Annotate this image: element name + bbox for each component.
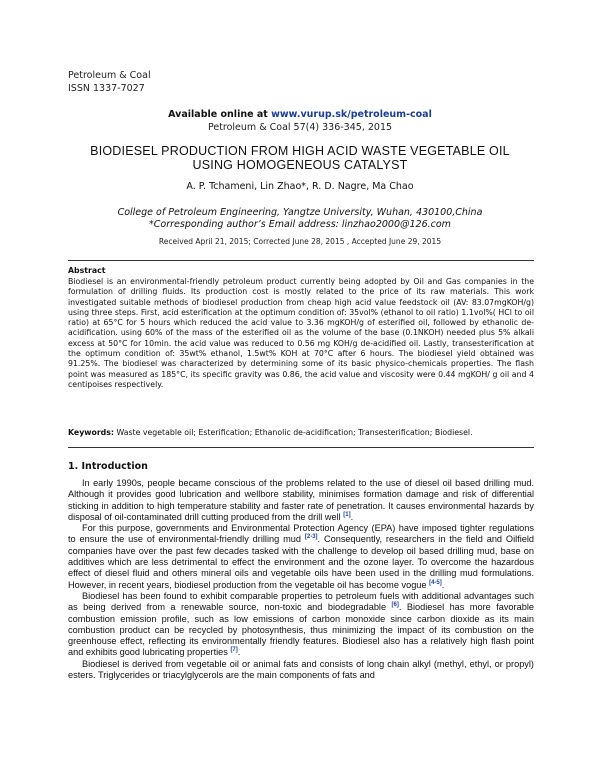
keywords	[68, 428, 534, 438]
citation-ref[interactable]: [4-5]	[429, 579, 442, 586]
introduction-body	[68, 478, 534, 681]
citation: Petroleum & Coal 57(4) 336-345, 2015	[207, 122, 393, 133]
citation-ref[interactable]: [2-3]	[304, 534, 318, 541]
paragraph: In early 1990s, people became conscious of the problems related to the use of diesel oil based drilling mud. Although it provides good lubrication and wellbore stability, minimises formation damage and risk of differential sticking in addition to high temperature stability and faster rate of penetration. It causes environmental hazards by disposal of oil-contaminated drill cutting produced from the drill well [1].	[68, 478, 534, 522]
corresponding-author: *Corresponding author’s Email address: linzhao2000@126.com	[149, 219, 451, 230]
keywords-list: Waste vegetable oil; Esterification; Ethanolic de-acidification; Transesterification; Biodiesel.	[114, 428, 473, 437]
abstract-text: Biodiesel is an environmental-friendly petroleum product currently being adopted by Oil and Gas companies in the formulation of drilling fluids. Its production cost is mostly related to the price of its raw materials. This work investigated suitable methods of biodiesel production from cheap high acid value feedstock oil (AV: 83.07mgKOH/g) using three steps. First, acid esterification at the optimum condition of: 35vol% (ethanol to oil ratio) 1.1vol%( HCl to oil ratio) at 65°C for 5 hours which reduced the acid value to 3.36 mgKOH/g of esterified oil, followed by ethanolic de-acidification. using 60% of the mass of the esterified oil as the volume of the base (0.1NKOH) needed plus 5% alkali excess at 50°C for 10min. the acid value was reduced to 0.56 mg KOH/g de-acidified oil. Lastly, transesterification at the optimum condition of: 35wt% ethanol, 1.5wt% KOH at 70°C after 6 hours. The biodiesel yield obtained was 91.25%. The biodiesel was characterized by determining some of its basic physico-chemicals properties. The flash point was measured as 185°C, its specific gravity was 0.86, the acid value and viscosity were 0.44 mgKOH/ g oil and 4 centipoises respectively.	[68, 277, 534, 389]
received-dates: Received April 21, 2015; Corrected June 28, 2015 , Accepted June 29, 2015	[158, 237, 442, 246]
abstract-heading: Abstract	[68, 266, 106, 275]
paragraph: Biodiesel has been found to exhibit comparable properties to petroleum fuels with additional advantages such as being derived from a renewable source, non-toxic and biodegradable [6]. Biodiesel has more favorable combustion emission profile, such as low emissions of carbon monoxide since carbon dioxide as its main combustion product can be recycled by photosynthesis, thus minimizing the impact of its combustion on the greenhouse effect, reflecting its environmentally friendly features. Biodiesel also has a relatively high flash point and exhibits good lubricating properties [7].	[68, 590, 534, 658]
citation-ref[interactable]: [1]	[343, 511, 351, 518]
citation-ref[interactable]: [6]	[391, 602, 399, 609]
journal-name: Petroleum & Coal	[68, 70, 151, 81]
keywords-label: Keywords:	[68, 428, 115, 437]
abstract-bottom-rule	[68, 447, 534, 448]
journal-url-link[interactable]: www.vurup.sk/petroleum-coal	[271, 109, 432, 120]
affiliation-block	[0, 207, 600, 231]
paragraph: Biodiesel is derived from vegetable oil or animal fats and consists of long chain alkyl (methyl, ethyl, or propyl) esters. Triglycerides or triacylglycerols are the main components of fats and	[68, 658, 534, 681]
available-label: Available online at	[168, 109, 268, 120]
affiliation: College of Petroleum Engineering, Yangtze University, Wuhan, 430100,China	[117, 207, 483, 218]
section-heading-introduction: 1. Introduction	[68, 461, 148, 472]
abstract-top-rule	[68, 260, 534, 261]
journal-header	[68, 69, 151, 95]
title-line-2: USING HOMOGENEOUS CATALYST	[192, 158, 408, 172]
authors: A. P. Tchameni, Lin Zhao*, R. D. Nagre, Ma Chao	[186, 181, 414, 192]
journal-issn: ISSN 1337-7027	[68, 83, 145, 94]
article-title	[0, 144, 600, 172]
paragraph: For this purpose, governments and Environmental Protection Agency (EPA) have imposed tighter regulations to ensure the use of environmental-friendly drilling mud [2-3]. Consequently, researchers in the field and Oilfield companies have over the past few decades tasked with the challenge to develop oil based drilling mud, base on additives which are less detrimental to effect the environment and the ozone layer. To overcome the hazardous effect of diesel fluid and others mineral oils and vegetable oils have been used in the drilling mud formulations. However, in recent years, biodiesel production from the vegetable oil has become vogue [4-5].	[68, 523, 535, 590]
available-online	[0, 109, 600, 120]
citation-ref[interactable]: [7]	[230, 647, 238, 654]
title-line-1: BIODIESEL PRODUCTION FROM HIGH ACID WASTE VEGETABLE OIL	[90, 144, 510, 158]
